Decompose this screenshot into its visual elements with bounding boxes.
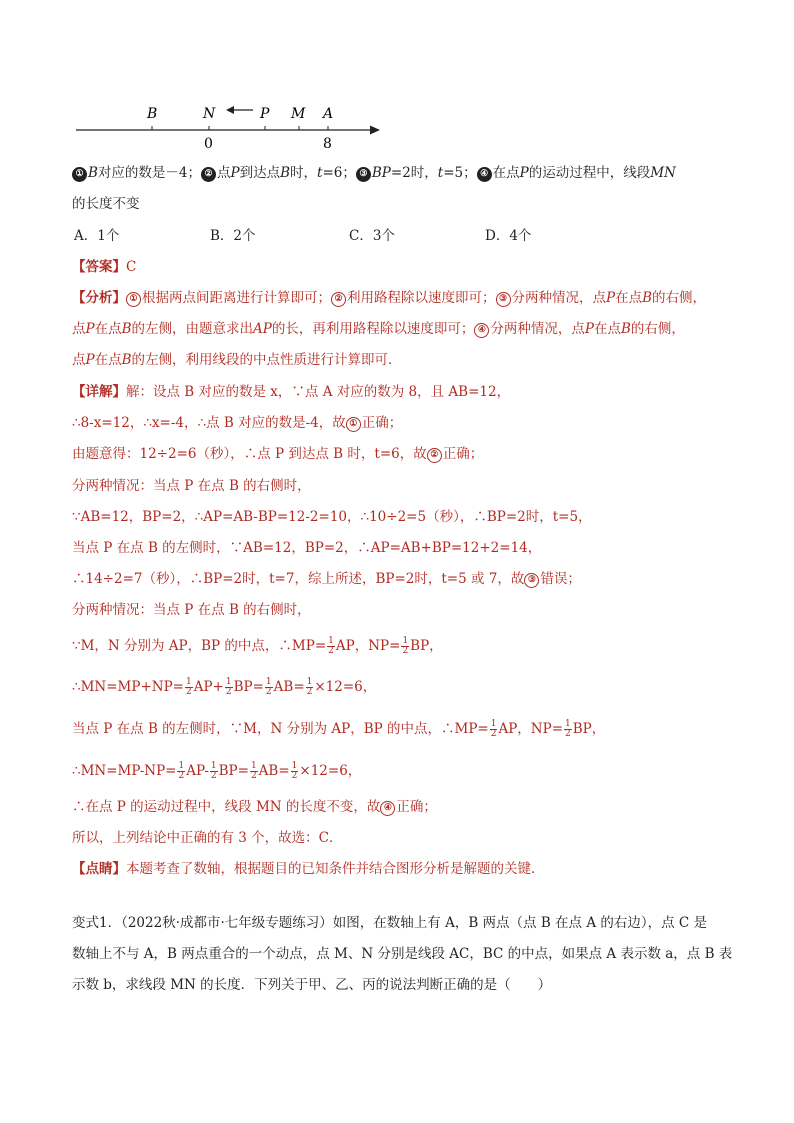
detail-line-2	[72, 413, 402, 433]
detail-line-13	[72, 797, 437, 817]
remark-tag: 【点睛】	[72, 861, 126, 877]
options-row	[72, 226, 732, 246]
d-l11c: BP，	[572, 721, 606, 737]
stmt3-d: =5；	[443, 165, 477, 181]
fraction-half: $\frac{1}{2}$	[328, 636, 334, 656]
detail-line-3	[72, 444, 483, 464]
d-circ-2: ②	[427, 448, 442, 463]
d-l11b: AP，NP=	[498, 721, 564, 737]
circled-3: ③	[356, 167, 371, 182]
a-l2g: 的长，再利用路程除以速度即可；	[271, 321, 475, 337]
stmt4-d: MN	[650, 165, 676, 181]
circled-2: ②	[201, 167, 216, 182]
option-b: B．2个	[210, 228, 256, 244]
d-l9c: BP，	[410, 638, 443, 654]
d-l12b: AP-	[186, 763, 209, 779]
a-l3a: 点	[72, 352, 86, 368]
d-l9b: AP，NP=	[335, 638, 401, 654]
a-l2a: 点	[72, 321, 86, 337]
a-l1e: 在点	[615, 290, 643, 306]
d-l7b: 错误；	[540, 571, 581, 587]
fraction-half: $\frac{1}{2}$	[250, 761, 257, 781]
d-l10c: BP=	[233, 679, 264, 695]
stmt4-b: P	[519, 165, 529, 181]
a-l2l: 的右侧，	[630, 321, 685, 337]
a-l2i: P	[584, 321, 594, 337]
fraction-half: $\frac{1}{2}$	[565, 719, 571, 739]
stmt4-a: 在点	[492, 165, 520, 181]
remark-text: 本题考查了数轴，根据题目的已知条件并结合图形分析是解题的关键．	[126, 861, 545, 877]
label-P: P	[260, 106, 270, 122]
a-l2j: 在点	[593, 321, 621, 337]
d-l3a: 由题意得：12÷2=6（秒），∴点 P 到达点 B 时，t=6，故	[72, 446, 427, 462]
tick-label-8: 8	[323, 136, 332, 150]
d-l2a: ∴8-x=12，∴x=-4，∴点 B 对应的数是-4，故	[72, 415, 346, 431]
stmt3-a: BP	[371, 165, 391, 181]
a-l1b: 利用路程除以速度即可；	[347, 290, 496, 306]
detail-line-11	[72, 719, 605, 739]
d-l12d: AB=	[258, 763, 290, 779]
a-l2b: P	[85, 321, 95, 337]
fraction-half: $\frac{1}{2}$	[178, 761, 185, 781]
a-l2e: 的左侧，由题意求出	[131, 321, 254, 337]
label-M: M	[291, 106, 306, 122]
remark-line	[72, 859, 545, 879]
d-l7a: ∴14÷2=7（秒），∴BP=2时，t=7，综上所述，BP=2时，t=5 或 7，故	[72, 571, 525, 587]
d-l13b: 正确；	[396, 799, 437, 815]
stmt2-a: 点	[217, 165, 231, 181]
stmt1-text: 对应的数是－4；	[97, 165, 202, 181]
detail-line-8: 分两种情况：当点 P 在点 B 的右侧时，	[72, 602, 311, 618]
d-l3b: 正确；	[442, 446, 484, 462]
detail-tag: 【详解】	[72, 384, 126, 400]
left-arrowhead-icon	[226, 106, 234, 114]
fraction-half: $\frac{1}{2}$	[185, 677, 192, 697]
a-l3d: B	[121, 352, 132, 368]
d-l10b: AP+	[193, 679, 224, 695]
a-circ-2: ②	[331, 292, 346, 307]
a-l1c: 分两种情况，点	[511, 290, 606, 306]
a-l2c: 在点	[94, 321, 122, 337]
detail-line-6: 当点 P 在点 B 的左侧时，∵AB=12，BP=2，∴AP=AB+BP=12+2=14，	[72, 540, 542, 556]
answer-tag: 【答案】	[72, 259, 126, 275]
d-l9a: ∵M，N 分别为 AP，BP 的中点，∴MP=	[72, 638, 327, 654]
a-circ-3: ③	[496, 292, 511, 307]
d-l12e: ×12=6，	[299, 763, 362, 779]
stmt2-g: =6；	[322, 165, 356, 181]
stmt2-f: t	[317, 165, 323, 181]
tick-label-0: 0	[204, 136, 213, 150]
statements-line-2: 的长度不变	[72, 196, 140, 212]
fraction-half: $\frac{1}{2}$	[265, 677, 272, 697]
a-circ-4: ④	[474, 323, 489, 338]
fraction-half: $\frac{1}{2}$	[225, 677, 232, 697]
analysis-line-1	[72, 288, 706, 308]
analysis-line-2	[72, 319, 685, 339]
d-l10e: ×12=6，	[314, 679, 377, 695]
a-l1g: 的右侧，	[652, 290, 707, 306]
label-N: N	[203, 106, 216, 122]
d-circ-4: ④	[380, 801, 395, 816]
stmt2-e: 时，	[290, 165, 318, 181]
d-circ-3: ③	[524, 573, 539, 588]
stmt2-c: 到达点	[239, 165, 281, 181]
stmt2-d: B	[280, 165, 291, 181]
detail-line-7	[72, 569, 581, 589]
label-B: B	[147, 106, 158, 122]
fraction-half: $\frac{1}{2}$	[210, 761, 217, 781]
variant-line-3: 示数 b，求线段 MN 的长度．下列关于甲、乙、丙的说法判断正确的是（ ）	[72, 977, 552, 993]
stmt3-c: t	[437, 165, 444, 181]
option-c: C．3个	[349, 228, 395, 244]
a-l1f: B	[642, 290, 653, 306]
detail-line-14: 所以，上列结论中正确的有 3 个，故选：C．	[72, 830, 343, 846]
detail-line-4: 分两种情况：当点 P 在点 B 的右侧时，	[72, 478, 311, 494]
number-line-figure	[72, 100, 392, 150]
stmt4-c: 的运动过程中，线段	[528, 165, 651, 181]
stmt3-b: =2时，	[390, 165, 438, 181]
a-l1: 根据两点间距离进行计算即可；	[142, 290, 331, 306]
fraction-half: $\frac{1}{2}$	[402, 636, 409, 656]
d-l1: 解：设点 B 对应的数是 x，∵点 A 对应的数为 8，且 AB=12，	[126, 384, 511, 400]
a-l3c: 在点	[94, 352, 122, 368]
answer-line	[72, 257, 136, 277]
option-a: A．1个	[74, 228, 120, 244]
d-l2b: 正确；	[361, 415, 403, 431]
d-circ-1: ①	[346, 417, 361, 432]
d-l12a: ∴MN=MP-NP=	[72, 763, 177, 779]
d-l10d: AB=	[273, 679, 305, 695]
variant-line-1: 变式1．（2022秋·成都市·七年级专题练习）如图，在数轴上有 A，B 两点（点 B 在点 A 的右边），点 C 是	[72, 915, 708, 931]
variant-line-2: 数轴上不与 A，B 两点重合的一个动点，点 M、N 分别是线段 AC，BC 的中点，如果点 A 表示数 a，点 B 表	[72, 946, 733, 962]
option-d: D．4个	[485, 228, 532, 244]
fraction-half: $\frac{1}{2}$	[291, 761, 298, 781]
detail-line-10	[72, 677, 376, 697]
fraction-half: $\frac{1}{2}$	[490, 719, 497, 739]
d-l11a: 当点 P 在点 B 的左侧时，∵M，N 分别为 AP，BP 的中点，∴MP=	[72, 721, 489, 737]
detail-line-5: ∵AB=12，BP=2，∴AP=AB-BP=12-2=10，∴10÷2=5（秒），∴BP=2时，t=5，	[72, 509, 592, 525]
a-l2f: AP	[253, 321, 272, 337]
detail-line-12	[72, 761, 361, 781]
stmt1-var: B	[88, 165, 98, 181]
circled-4: ④	[477, 167, 492, 182]
a-l2k: B	[620, 321, 631, 337]
answer-value: C	[126, 259, 137, 275]
a-l3b: P	[85, 352, 95, 368]
a-circ-1: ①	[126, 292, 141, 307]
statements-line-1	[72, 163, 676, 183]
detail-line-9	[72, 636, 443, 656]
circled-1: ①	[72, 167, 87, 182]
analysis-line-3	[72, 350, 402, 370]
a-l2d: B	[121, 321, 132, 337]
axis-arrow-icon	[370, 126, 380, 135]
d-l13a: ∴在点 P 的运动过程中，线段 MN 的长度不变，故	[72, 799, 381, 815]
a-l3e: 的左侧，利用线段的中点性质进行计算即可．	[131, 352, 402, 368]
a-l2h: 分两种情况，点	[490, 321, 585, 337]
d-l10a: ∴MN=MP+NP=	[72, 679, 184, 695]
detail-line-1	[72, 382, 510, 402]
analysis-tag: 【分析】	[72, 290, 126, 306]
label-A: A	[323, 106, 334, 122]
stmt2-b: P	[230, 165, 240, 181]
d-l12c: BP=	[218, 763, 249, 779]
a-l1d: P	[606, 290, 616, 306]
fraction-half: $\frac{1}{2}$	[306, 677, 313, 697]
